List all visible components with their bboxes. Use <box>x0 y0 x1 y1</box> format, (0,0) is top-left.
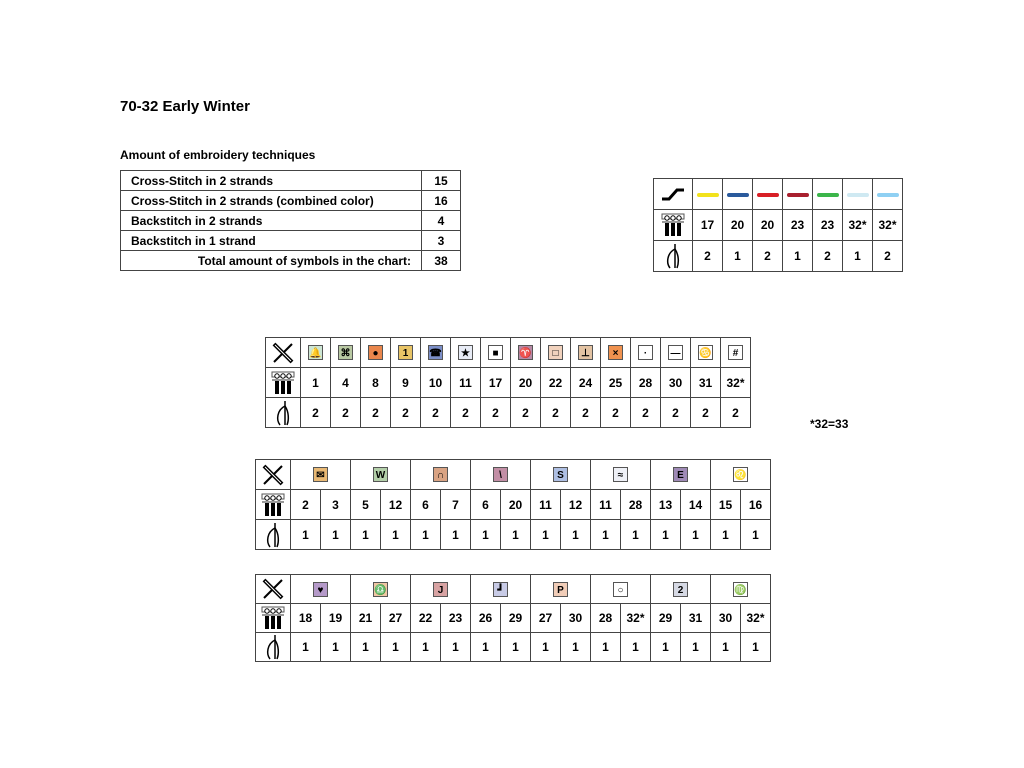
strand-count: 1 <box>621 520 651 550</box>
thread-number: 6 <box>471 490 501 520</box>
cross-stitch-key-table-2 <box>255 459 771 550</box>
thread-number: 20 <box>723 210 753 241</box>
chart-symbol: ♍ <box>733 582 748 597</box>
symbol-cell <box>531 575 591 604</box>
thread-number-icon <box>266 368 301 398</box>
symbol-cell <box>631 338 661 368</box>
chart-symbol: ♎ <box>373 582 388 597</box>
table-row <box>654 179 903 210</box>
strand-count: 1 <box>711 633 741 662</box>
chart-symbol: ♈ <box>518 345 533 360</box>
symbol-cell <box>391 338 421 368</box>
chart-symbol: ⊥ <box>578 345 593 360</box>
technique-label: Backstitch in 1 strand <box>121 231 422 251</box>
symbol-cell <box>351 575 411 604</box>
strand-count: 1 <box>441 633 471 662</box>
chart-symbol: J <box>433 582 448 597</box>
chart-symbol: E <box>673 467 688 482</box>
chart-symbol: ♋ <box>698 345 713 360</box>
strand-count: 1 <box>741 633 771 662</box>
cross-stitch-key-table-3 <box>255 574 771 662</box>
technique-summary-table <box>120 170 461 271</box>
strand-count: 1 <box>783 241 813 272</box>
chart-symbol: W <box>373 467 388 482</box>
symbol-cell <box>651 575 711 604</box>
color-line <box>817 193 839 197</box>
symbol-cell <box>661 338 691 368</box>
table-row <box>256 633 771 662</box>
backstitch-color-swatch <box>843 179 873 210</box>
thread-number: 32* <box>621 604 651 633</box>
symbol-cell <box>411 460 471 490</box>
thread-number: 5 <box>351 490 381 520</box>
thread-number: 27 <box>531 604 561 633</box>
thread-number: 23 <box>813 210 843 241</box>
chart-symbol: # <box>728 345 743 360</box>
strand-count: 1 <box>411 520 441 550</box>
symbol-cell <box>651 460 711 490</box>
chart-symbol: 1 <box>398 345 413 360</box>
strand-count: 2 <box>753 241 783 272</box>
cross-stitch-icon <box>266 338 301 368</box>
thread-number: 23 <box>783 210 813 241</box>
symbol-cell <box>451 338 481 368</box>
strand-count: 2 <box>481 398 511 428</box>
chart-symbol: ≈ <box>613 467 628 482</box>
strand-count: 1 <box>471 633 501 662</box>
color-line <box>877 193 899 197</box>
strand-count: 2 <box>391 398 421 428</box>
strand-count: 2 <box>721 398 751 428</box>
thread-number: 12 <box>381 490 411 520</box>
thread-number: 30 <box>561 604 591 633</box>
strand-count: 2 <box>661 398 691 428</box>
table-row <box>266 368 751 398</box>
footnote: *32=33 <box>810 417 849 431</box>
chart-symbol: □ <box>548 345 563 360</box>
strand-count: 1 <box>381 633 411 662</box>
strand-count: 2 <box>571 398 601 428</box>
thread-number: 31 <box>681 604 711 633</box>
strand-count: 1 <box>441 520 471 550</box>
strand-count: 2 <box>693 241 723 272</box>
symbol-cell <box>471 460 531 490</box>
table-row <box>266 398 751 428</box>
thread-number: 12 <box>561 490 591 520</box>
table-row <box>256 490 771 520</box>
strand-count: 2 <box>511 398 541 428</box>
thread-number: 18 <box>291 604 321 633</box>
backstitch-color-swatch <box>873 179 903 210</box>
color-line <box>787 193 809 197</box>
thread-number: 15 <box>711 490 741 520</box>
technique-count: 15 <box>422 171 461 191</box>
table-row <box>266 338 751 368</box>
symbol-cell <box>471 575 531 604</box>
thread-number: 22 <box>411 604 441 633</box>
thread-number: 10 <box>421 368 451 398</box>
strands-needle-icon <box>654 241 693 272</box>
strand-count: 2 <box>691 398 721 428</box>
strand-count: 1 <box>321 633 351 662</box>
thread-number: 29 <box>651 604 681 633</box>
chart-symbol: 2 <box>673 582 688 597</box>
thread-number: 30 <box>711 604 741 633</box>
total-count: 38 <box>422 251 461 271</box>
symbol-cell <box>711 460 771 490</box>
thread-number: 20 <box>501 490 531 520</box>
strand-count: 2 <box>361 398 391 428</box>
table-row <box>121 231 461 251</box>
chart-symbol: \ <box>493 467 508 482</box>
symbol-cell <box>591 575 651 604</box>
chart-symbol: S <box>553 467 568 482</box>
symbol-cell <box>331 338 361 368</box>
thread-number: 32* <box>741 604 771 633</box>
strand-count: 1 <box>591 633 621 662</box>
chart-symbol: ⌘ <box>338 345 353 360</box>
thread-number: 17 <box>481 368 511 398</box>
thread-number-icon <box>256 604 291 633</box>
strand-count: 1 <box>351 520 381 550</box>
chart-symbol: ✉ <box>313 467 328 482</box>
table-row <box>654 210 903 241</box>
total-label: Total amount of symbols in the chart: <box>121 251 422 271</box>
strands-needle-icon <box>256 633 291 662</box>
strands-needle-icon <box>256 520 291 550</box>
strand-count: 1 <box>501 520 531 550</box>
thread-number: 24 <box>571 368 601 398</box>
technique-count: 16 <box>422 191 461 211</box>
strand-count: 2 <box>421 398 451 428</box>
table-row <box>121 191 461 211</box>
thread-number: 20 <box>753 210 783 241</box>
thread-number: 28 <box>621 490 651 520</box>
thread-number: 7 <box>441 490 471 520</box>
thread-number: 29 <box>501 604 531 633</box>
symbol-cell <box>541 338 571 368</box>
strand-count: 1 <box>531 633 561 662</box>
symbol-cell <box>421 338 451 368</box>
strand-count: 1 <box>531 520 561 550</box>
thread-number: 14 <box>681 490 711 520</box>
table-row <box>256 520 771 550</box>
technique-count: 4 <box>422 211 461 231</box>
strand-count: 1 <box>411 633 441 662</box>
table-row <box>256 460 771 490</box>
symbol-cell <box>691 338 721 368</box>
table-row <box>256 604 771 633</box>
thread-number: 28 <box>631 368 661 398</box>
chart-symbol: P <box>553 582 568 597</box>
strand-count: 1 <box>291 520 321 550</box>
strand-count: 2 <box>301 398 331 428</box>
thread-number: 11 <box>451 368 481 398</box>
color-line <box>727 193 749 197</box>
strand-count: 1 <box>843 241 873 272</box>
chart-symbol: × <box>608 345 623 360</box>
page-title: 70-32 Early Winter <box>120 98 250 115</box>
chart-symbol: ┛ <box>493 582 508 597</box>
thread-number: 16 <box>741 490 771 520</box>
strand-count: 1 <box>351 633 381 662</box>
strand-count: 1 <box>561 633 591 662</box>
thread-number: 13 <box>651 490 681 520</box>
chart-symbol: ☎ <box>428 345 443 360</box>
strand-count: 1 <box>591 520 621 550</box>
backstitch-color-swatch <box>753 179 783 210</box>
thread-number: 1 <box>301 368 331 398</box>
backstitch-key-table <box>653 178 903 272</box>
thread-number: 23 <box>441 604 471 633</box>
strand-count: 1 <box>561 520 591 550</box>
thread-number: 11 <box>531 490 561 520</box>
thread-number: 26 <box>471 604 501 633</box>
thread-number: 3 <box>321 490 351 520</box>
chart-symbol: ■ <box>488 345 503 360</box>
symbol-cell <box>351 460 411 490</box>
symbol-cell <box>361 338 391 368</box>
thread-number: 2 <box>291 490 321 520</box>
thread-number: 32* <box>843 210 873 241</box>
strand-count: 1 <box>741 520 771 550</box>
thread-number: 32* <box>873 210 903 241</box>
strand-count: 1 <box>471 520 501 550</box>
table-row <box>654 241 903 272</box>
strand-count: 2 <box>451 398 481 428</box>
thread-number: 8 <box>361 368 391 398</box>
strand-count: 2 <box>541 398 571 428</box>
thread-number: 9 <box>391 368 421 398</box>
strand-count: 2 <box>813 241 843 272</box>
strand-count: 1 <box>651 520 681 550</box>
technique-label: Cross-Stitch in 2 strands (combined color) <box>121 191 422 211</box>
thread-number: 22 <box>541 368 571 398</box>
section-subtitle: Amount of embroidery techniques <box>120 148 316 162</box>
backstitch-icon <box>654 179 693 210</box>
thread-number: 28 <box>591 604 621 633</box>
thread-number: 11 <box>591 490 621 520</box>
table-row <box>256 575 771 604</box>
symbol-cell <box>721 338 751 368</box>
strand-count: 2 <box>631 398 661 428</box>
strand-count: 1 <box>381 520 411 550</box>
symbol-cell <box>301 338 331 368</box>
symbol-cell <box>481 338 511 368</box>
color-line <box>757 193 779 197</box>
chart-symbol: ∩ <box>433 467 448 482</box>
symbol-cell <box>571 338 601 368</box>
color-line <box>697 193 719 197</box>
strand-count: 1 <box>681 633 711 662</box>
table-row <box>121 211 461 231</box>
chart-symbol: · <box>638 345 653 360</box>
strand-count: 1 <box>291 633 321 662</box>
thread-number-icon <box>256 490 291 520</box>
strand-count: 2 <box>873 241 903 272</box>
thread-number: 31 <box>691 368 721 398</box>
symbol-cell <box>411 575 471 604</box>
thread-number: 30 <box>661 368 691 398</box>
thread-number: 19 <box>321 604 351 633</box>
thread-number: 6 <box>411 490 441 520</box>
strand-count: 1 <box>501 633 531 662</box>
strand-count: 1 <box>321 520 351 550</box>
color-line <box>847 193 869 197</box>
backstitch-color-swatch <box>723 179 753 210</box>
technique-label: Backstitch in 2 strands <box>121 211 422 231</box>
thread-number: 4 <box>331 368 361 398</box>
chart-symbol: 🔔 <box>308 345 323 360</box>
strand-count: 2 <box>601 398 631 428</box>
symbol-cell <box>511 338 541 368</box>
backstitch-color-swatch <box>813 179 843 210</box>
strand-count: 1 <box>651 633 681 662</box>
chart-symbol: ♥ <box>313 582 328 597</box>
chart-symbol: ♌ <box>733 467 748 482</box>
thread-number: 20 <box>511 368 541 398</box>
technique-label: Cross-Stitch in 2 strands <box>121 171 422 191</box>
backstitch-color-swatch <box>693 179 723 210</box>
table-row <box>121 171 461 191</box>
thread-number: 21 <box>351 604 381 633</box>
table-row <box>121 251 461 271</box>
thread-number: 17 <box>693 210 723 241</box>
strand-count: 2 <box>331 398 361 428</box>
strand-count: 1 <box>681 520 711 550</box>
symbol-cell <box>291 575 351 604</box>
technique-count: 3 <box>422 231 461 251</box>
thread-number: 25 <box>601 368 631 398</box>
symbol-cell <box>591 460 651 490</box>
cross-stitch-icon <box>256 460 291 490</box>
cross-stitch-key-table-1 <box>265 337 751 428</box>
symbol-cell <box>711 575 771 604</box>
strands-needle-icon <box>266 398 301 428</box>
symbol-cell <box>601 338 631 368</box>
chart-symbol: ★ <box>458 345 473 360</box>
chart-symbol: — <box>668 345 683 360</box>
symbol-cell <box>291 460 351 490</box>
backstitch-color-swatch <box>783 179 813 210</box>
symbol-cell <box>531 460 591 490</box>
thread-number: 32* <box>721 368 751 398</box>
chart-symbol: ○ <box>613 582 628 597</box>
chart-symbol: ● <box>368 345 383 360</box>
thread-number: 27 <box>381 604 411 633</box>
strand-count: 1 <box>621 633 651 662</box>
cross-stitch-icon <box>256 575 291 604</box>
strand-count: 1 <box>723 241 753 272</box>
thread-number-icon <box>654 210 693 241</box>
strand-count: 1 <box>711 520 741 550</box>
